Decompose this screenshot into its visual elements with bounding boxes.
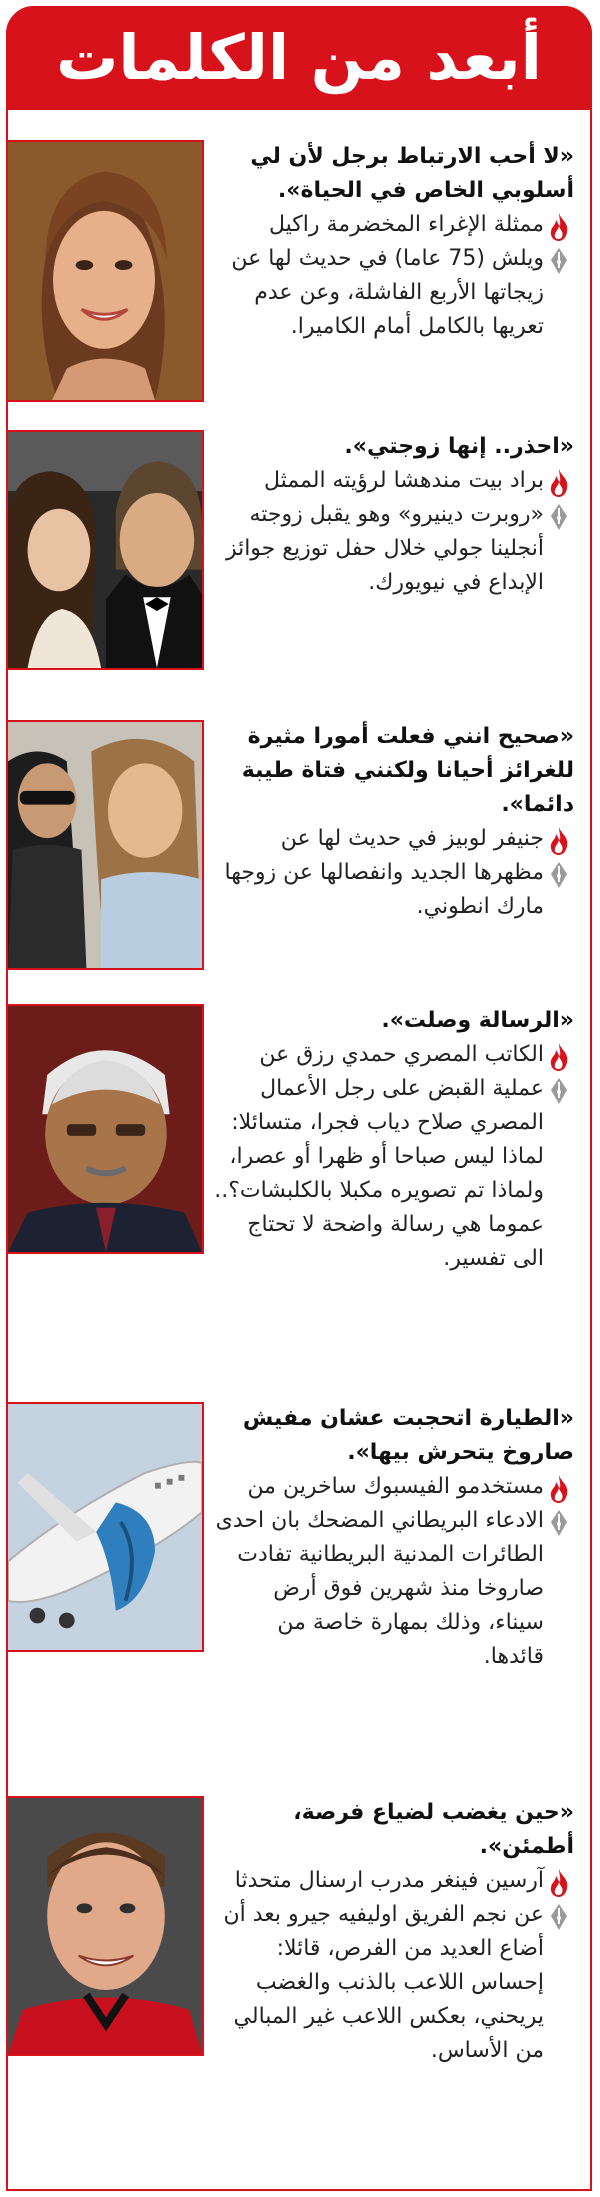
quote-description: براد بيت مندهشا لرؤيته الممثل «روبرت دينيرو» وهو يقبل زوجته أنجلينا جولي خلال حفل توزيع جوائز الإبداع في نيويورك. — [225, 468, 544, 595]
pen-nib-icon — [548, 1076, 570, 1106]
quote-item — [6, 430, 592, 670]
quote-item — [6, 720, 592, 970]
quote-headline: «الطيارة اتحجبت عشان مفيش صاروخ يتحرش بيها». — [242, 1406, 574, 1465]
quote-headline: «احذر.. إنها زوجتي». — [344, 434, 574, 459]
giroud-photo — [6, 1796, 204, 2056]
quote-item — [6, 1796, 592, 2063]
quote-headline: «لا أحب الارتباط برجل لأن لي أسلوبي الخاص في الحياة». — [250, 144, 574, 203]
quote-description: ممثلة الإغراء المخضرمة راكيل ويلش (75 عاما) في حديث لها عن زيجاتها الأربع الفاشلة، وعن عدم تعريها بالكامل أمام الكاميرا. — [231, 212, 544, 339]
quote-text-block — [214, 140, 574, 344]
salah-diab-photo — [6, 1004, 204, 1254]
quote-text-block — [214, 1796, 574, 2068]
flame-icon — [547, 826, 571, 856]
jlo-marc-photo — [6, 720, 204, 970]
quote-headline: «الرسالة وصلت». — [381, 1008, 574, 1033]
quote-item — [6, 140, 592, 402]
quote-item — [6, 1402, 592, 1669]
quote-text-block — [214, 1402, 574, 1674]
pen-nib-icon — [548, 502, 570, 532]
bullet-icons — [544, 464, 574, 532]
pen-nib-icon — [548, 246, 570, 276]
quote-description: آرسين فينغر مدرب ارسنال متحدثا عن نجم الفريق اوليفيه جيرو بعد أن أضاع العديد من الفرص، قائلا: إحساس اللاعب بالذنب والغضب يريحني، بعكس اللاعب غير المبالي من الأساس. — [223, 1868, 544, 2063]
pen-nib-icon — [548, 860, 570, 890]
bullet-icons — [544, 208, 574, 276]
flame-icon — [547, 212, 571, 242]
quote-headline: «حين يغضب لضياع فرصة، أطمئن». — [293, 1800, 574, 1859]
pen-nib-icon — [548, 1508, 570, 1538]
bullet-icons — [544, 1470, 574, 1538]
quote-headline: «صحيح انني فعلت أمورا مثيرة للغرائز أحيانا ولكنني فتاة طيبة دائما». — [241, 724, 574, 817]
page-header — [6, 6, 592, 110]
quote-item — [6, 1004, 592, 1271]
flame-icon — [547, 1474, 571, 1504]
bullet-icons — [544, 822, 574, 890]
raquel-welch-photo — [6, 140, 204, 402]
bullet-icons — [544, 1864, 574, 1932]
quote-text-block — [214, 720, 574, 924]
pen-nib-icon — [548, 1902, 570, 1932]
bullet-icons — [544, 1038, 574, 1106]
quote-description: الكاتب المصري حمدي رزق عن عملية القبض على رجل الأعمال المصري صلاح دياب فجرا، متسائلا: لماذا ليس صباحا أو ظهرا أو عصرا، ولماذا تم تصويره مكبلا بالكلبشات؟.. عموما هي رسالة واضحة لا تحتاج الى تفسير. — [214, 1042, 544, 1271]
quote-description: مستخدمو الفيسبوك ساخرين من الادعاء البريطاني المضحك بان احدى الطائرات المدنية البريطانية تفادت صاروخا منذ شهرين فوق أرض سيناء، وذلك بمهارة خاصة من قائدها. — [215, 1474, 544, 1669]
brad-angelina-photo — [6, 430, 204, 670]
quote-text-block — [214, 430, 574, 600]
page-title: أبعد من الكلمات — [56, 21, 542, 94]
flame-icon — [547, 1868, 571, 1898]
veiled-plane-photo — [6, 1402, 204, 1652]
quote-text-block — [214, 1004, 574, 1276]
flame-icon — [547, 468, 571, 498]
flame-icon — [547, 1042, 571, 1072]
quote-description: جنيفر لوبيز في حديث لها عن مظهرها الجديد وانفصالها عن زوجها مارك انطوني. — [224, 826, 544, 919]
